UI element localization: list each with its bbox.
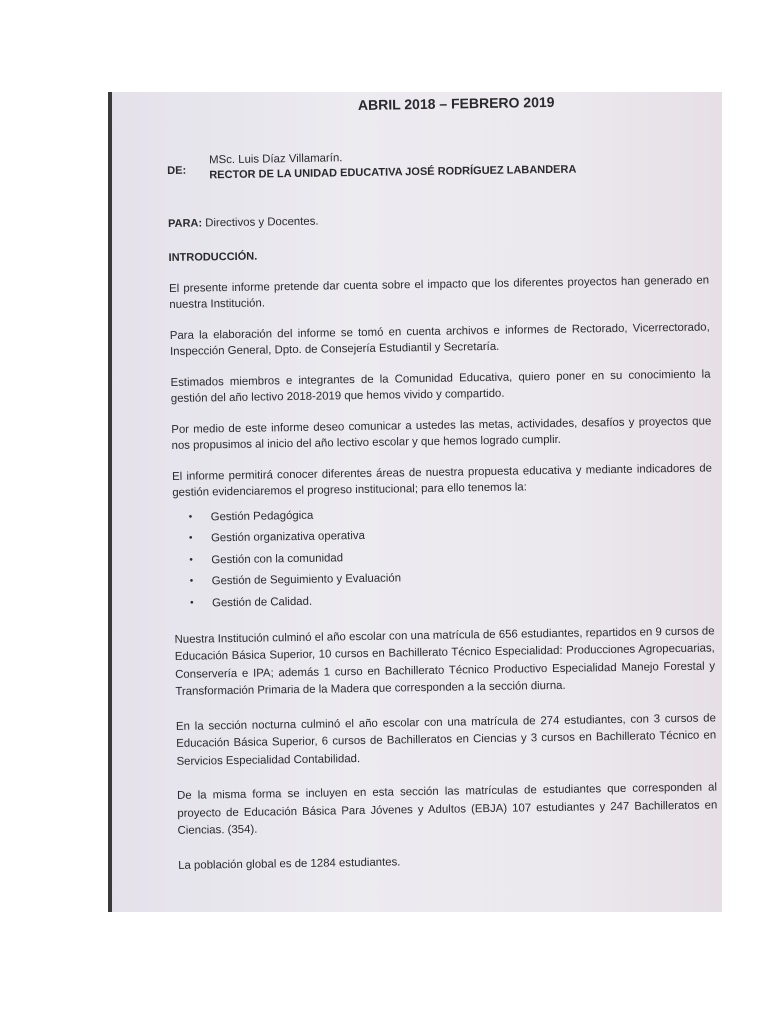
paragraph: Por medio de este informe deseo comunicar a ustedes las metas, actividades, desafíos y proyectos que nos propusimos al inicio del año lectivo escolar y que hemos logrado cumplir. bbox=[171, 415, 712, 452]
paragraph: El informe permitirá conocer diferentes áreas de nuestra propuesta educativa y mediante indicadores de gestión evidenciaremos el progreso institucional; para ello tenemos la: bbox=[171, 462, 713, 499]
bullet-icon: • bbox=[189, 575, 194, 587]
paragraph: El presente informe pretende dar cuenta sobre el impacto que los diferentes proyectos han generado en nuestra Institución. bbox=[169, 274, 710, 311]
management-areas-list bbox=[173, 498, 715, 614]
enrollment-paragraph: De la misma forma se incluyen en esta sección las matrículas de estudiantes que corresponden al proyecto de Educación Básica Para Jóvenes y Adultos (EBJA) 107 estudiantes y 247 Bachilleratos en Ciencias. (354). bbox=[176, 781, 718, 837]
enrollment-paragraph: Nuestra Institución culminó el año escolar con una matrícula de 656 estudiantes, repartidos en 9 cursos de Educación Básica Superior, 10 cursos en Bachillerato Técnico Especialidad: Producciones Agropecuarias, Conservería e IPA; además 1 curso en Bachillerato Técnico Productivo Especialidad Manejo Forestal y Transformación Primaria de la Madera que corresponden a la sección diurna. bbox=[174, 624, 716, 698]
bullet-icon: • bbox=[189, 597, 194, 609]
list-item-label: Gestión Pedagógica bbox=[210, 509, 314, 524]
paragraph: Para la elaboración del informe se tomó en cuenta archivos e informes de Rectorado, Vicerrectorado, Inspección General, Dpto. de Consejería Estudiantil y Secretaría. bbox=[169, 321, 710, 358]
to-value: Directivos y Docentes. bbox=[205, 215, 319, 230]
bullet-icon: • bbox=[188, 532, 193, 544]
sender-position: RECTOR DE LA UNIDAD EDUCATIVA JOSÉ RODRÍGUEZ LABANDERA bbox=[209, 163, 577, 182]
from-block bbox=[167, 146, 707, 184]
sender-name: MSc. Luis Díaz Villamarín. bbox=[208, 152, 343, 167]
list-item-label: Gestión de Seguimiento y Evaluación bbox=[211, 572, 402, 588]
paragraph: Estimados miembros e integrantes de la Comunidad Educativa, quiero poner en su conocimiento la gestión del año lectivo 2018-2019 que hemos vivido y compartido. bbox=[170, 368, 711, 405]
enrollment-paragraph: En la sección nocturna culminó el año escolar con una matrícula de 274 estudiantes, con 3 cursos de Educación Básica Superior, 6 cursos de Bachilleratos en Ciencias y 3 cursos en Bachillerato Técnico en Servicios Especialidad Contabilidad. bbox=[175, 711, 717, 768]
to-label: PARA: bbox=[167, 217, 203, 230]
from-label: DE: bbox=[167, 164, 187, 177]
enrollment-paragraph: La población global es de 1284 estudiantes. bbox=[178, 855, 401, 872]
document-page bbox=[166, 92, 718, 875]
list-item-label: Gestión organizativa operativa bbox=[210, 530, 365, 545]
to-block bbox=[168, 208, 708, 232]
document-title: ABRIL 2018 – FEBRERO 2019 bbox=[357, 93, 555, 113]
from-details bbox=[209, 148, 577, 184]
document-photo bbox=[108, 92, 722, 912]
list-item-label: Gestión de Calidad. bbox=[211, 595, 313, 610]
list-item-label: Gestión con la comunidad bbox=[211, 552, 344, 567]
bullet-icon: • bbox=[189, 554, 193, 566]
intro-heading: INTRODUCCIÓN. bbox=[168, 250, 258, 264]
bullet-icon: • bbox=[188, 511, 193, 523]
